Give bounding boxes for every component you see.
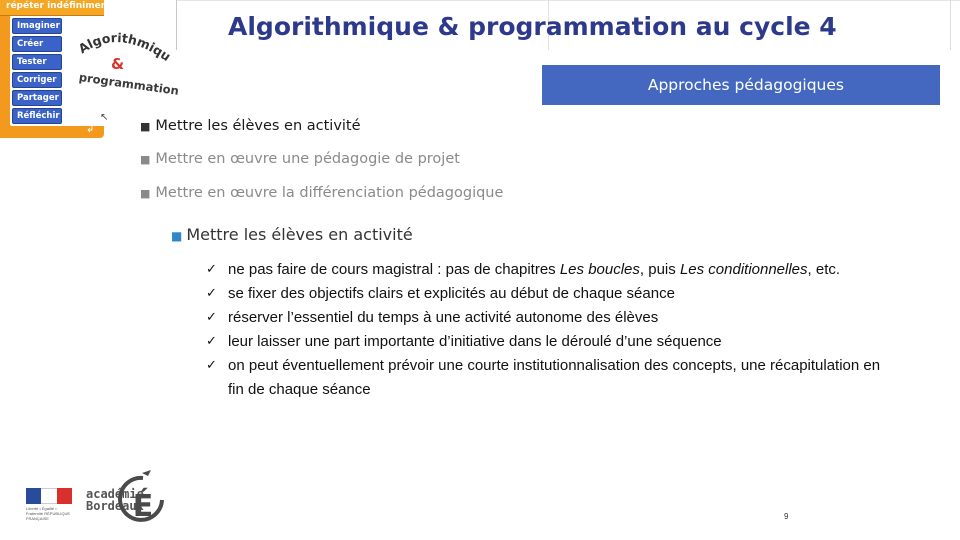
- checkmark-icon: ✓: [206, 334, 217, 349]
- checklist-item: [204, 306, 884, 330]
- checklist-text: leur laisser une part importante d’initiative dans le déroulé d’une séquence: [228, 333, 722, 350]
- checkmark-icon: ✓: [206, 286, 217, 301]
- slide-title: Algorithmique & programmation au cycle 4: [228, 12, 837, 41]
- checklist: [204, 258, 884, 402]
- square-bullet-icon: ■: [140, 187, 151, 200]
- title-frame-left: [176, 0, 177, 50]
- step-tester: Tester: [12, 54, 62, 70]
- square-bullet-icon: ■: [140, 153, 151, 166]
- checklist-emphasis: Les conditionnelles: [679, 261, 808, 278]
- loop-label: répéter indéfiniment: [6, 1, 112, 11]
- academy-line1: académie: [86, 487, 144, 501]
- flag-caption: Liberté • Égalité • Fraternité RÉPUBLIQUE FRANÇAISE: [26, 506, 71, 521]
- overview-item-label: Mettre en œuvre la différenciation pédagogique: [155, 185, 504, 201]
- step-corriger: Corriger: [12, 72, 62, 88]
- step-partager: Partager: [12, 90, 62, 106]
- overview-item-activity: [140, 118, 361, 134]
- title-frame-top: [176, 0, 960, 1]
- checklist-item: [204, 282, 884, 306]
- subheading-label: Mettre les élèves en activité: [186, 225, 413, 244]
- subheading: [171, 225, 413, 244]
- checkmark-icon: ✓: [206, 262, 217, 277]
- academy-e-logo: [118, 470, 168, 528]
- overview-item-differentiation: [140, 185, 503, 201]
- checkmark-icon: ✓: [206, 358, 217, 373]
- republic-flag-logo: [26, 488, 74, 520]
- french-flag-icon: [26, 488, 72, 504]
- loop-header: [0, 0, 112, 16]
- checklist-text: , puis: [639, 261, 680, 278]
- academy-e-icon: [118, 470, 168, 528]
- checklist-text: , etc.: [807, 261, 841, 278]
- square-bullet-icon: ■: [140, 120, 151, 133]
- logo-ampersand: &: [111, 55, 125, 73]
- checklist-item: [204, 354, 884, 402]
- checklist-text: on peut éventuellement prévoir une courte institutionnalisation des concepts, une récapitulation en fin de chaque séance: [228, 357, 881, 398]
- checklist-emphasis: Les boucles: [559, 261, 640, 278]
- academy-line2: Bordeaux: [86, 499, 144, 513]
- section-banner: Approches pédagogiques: [542, 65, 940, 105]
- checklist-text: réserver l’essentiel du temps à une activité autonome des élèves: [228, 309, 659, 326]
- overview-item-label: Mettre les élèves en activité: [155, 118, 361, 134]
- overview-item-project: [140, 151, 460, 167]
- checkmark-icon: ✓: [206, 310, 217, 325]
- step-reflechir: Réfléchir: [12, 108, 62, 124]
- checklist-text: ne pas faire de cours magistral : pas de chapitres: [228, 261, 560, 278]
- page-number: 9: [784, 512, 789, 521]
- square-bullet-icon: ■: [171, 229, 183, 243]
- logo-curved-text: Algorithmiqu: [75, 30, 174, 65]
- academy-mark: É: [132, 489, 154, 524]
- checklist-text: se fixer des objectifs clairs et explicités au début de chaque séance: [228, 285, 675, 302]
- checklist-item: [204, 258, 884, 282]
- title-frame-right: [950, 0, 951, 50]
- overview-item-label: Mettre en œuvre une pédagogie de projet: [155, 151, 460, 167]
- loop-arrow-icon: ↲: [86, 124, 95, 135]
- cursor-arrow-icon: ↖: [100, 112, 109, 123]
- step-creer: Créer: [12, 36, 62, 52]
- logo-prog-text: programmation: [78, 70, 180, 98]
- step-imaginer: Imaginer: [12, 18, 62, 34]
- checklist-item: [204, 330, 884, 354]
